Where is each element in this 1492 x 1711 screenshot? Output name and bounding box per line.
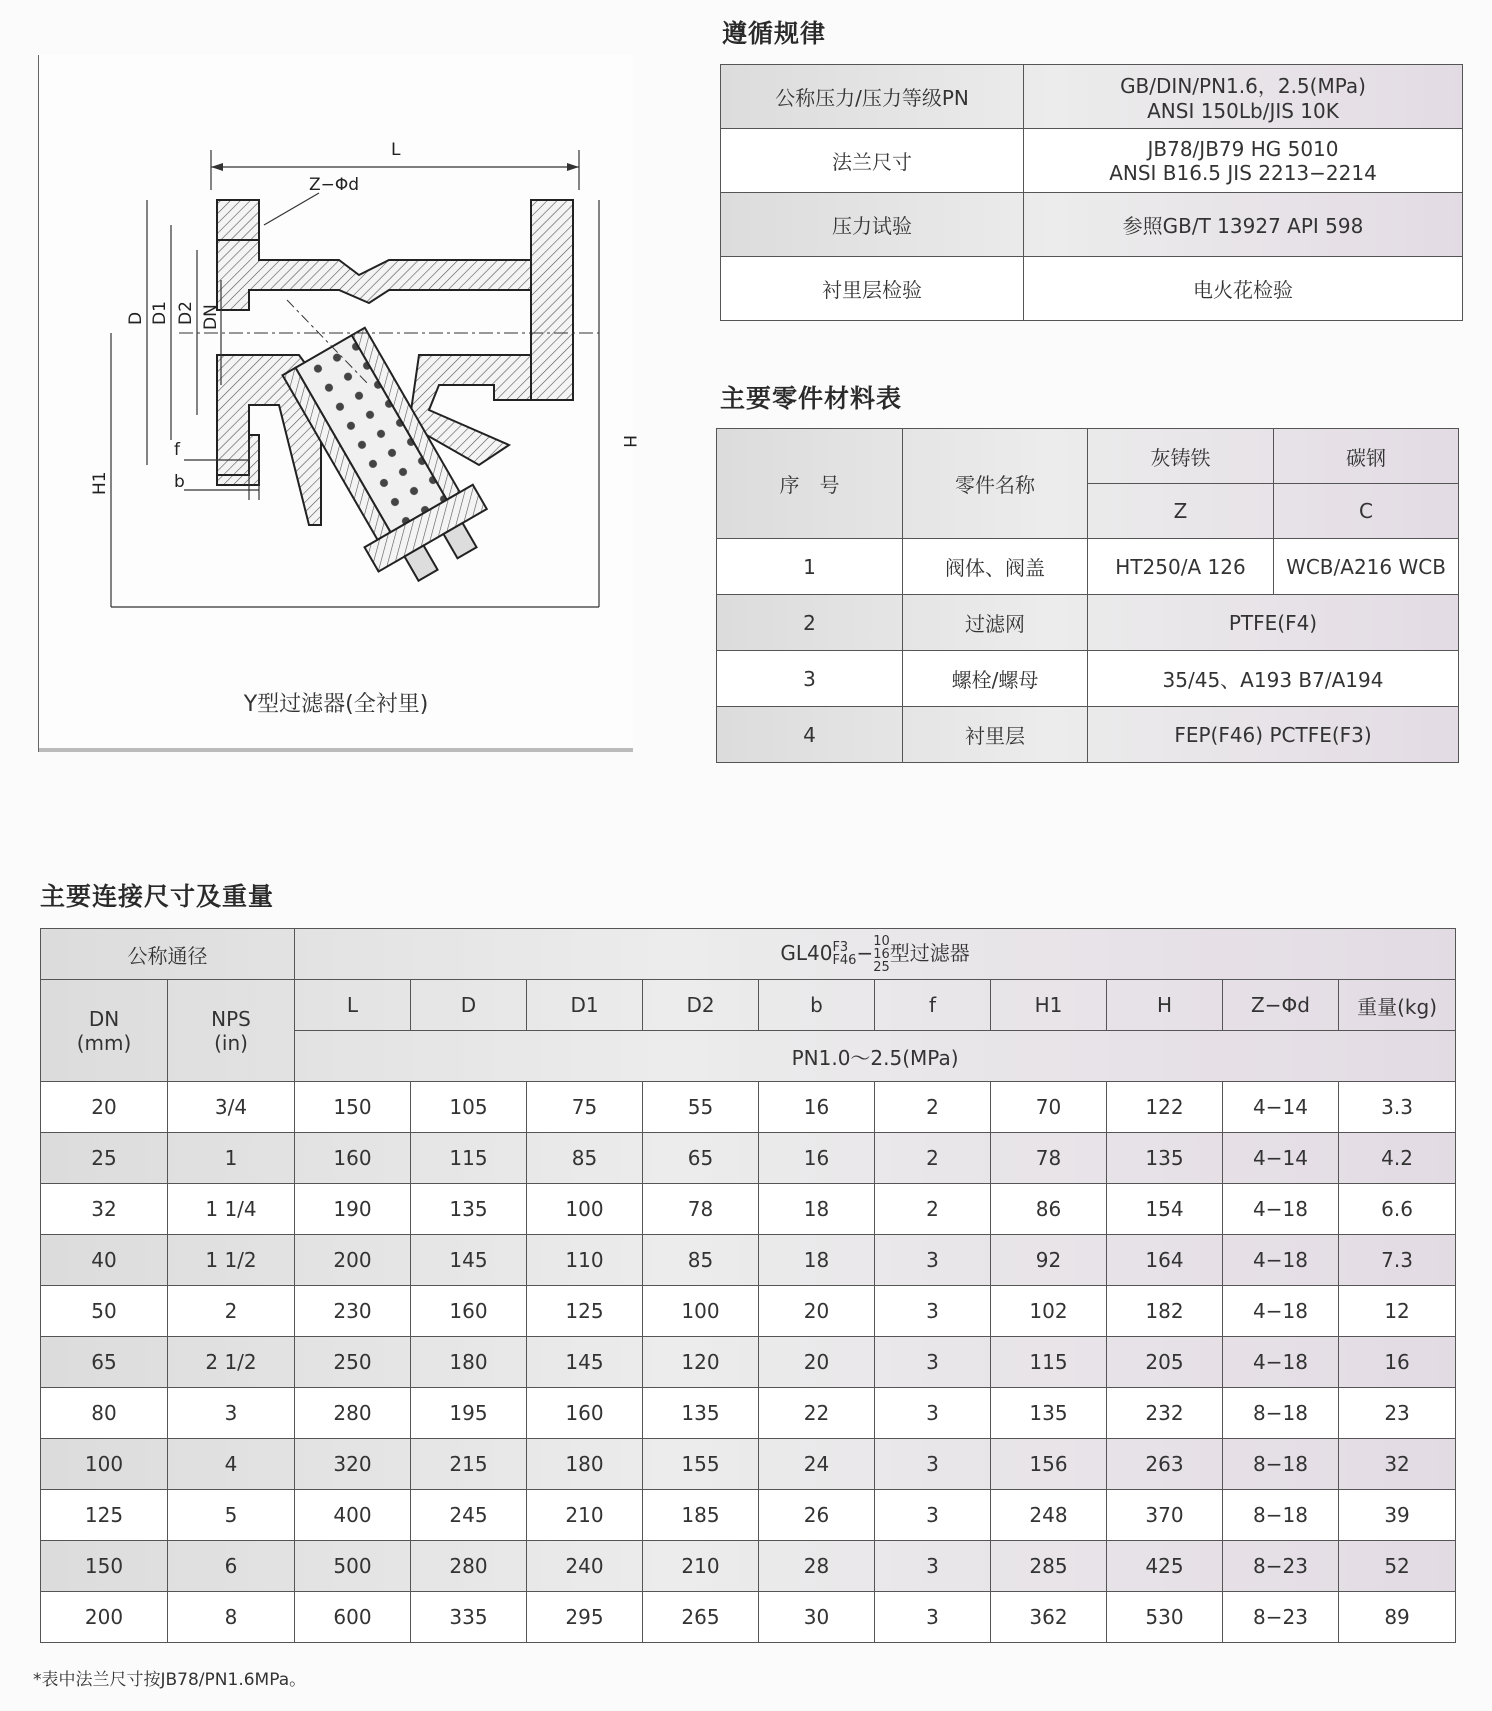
table-cell: 3.3: [1339, 1082, 1456, 1133]
table-cell: 210: [643, 1541, 759, 1592]
table-cell: 232: [1107, 1388, 1223, 1439]
dimensions-body: [41, 1082, 1456, 1643]
table-cell: 8−18: [1223, 1490, 1339, 1541]
header-c: C: [1274, 484, 1459, 539]
header-carbon-steel: 碳钢: [1274, 429, 1459, 484]
table-cell: 122: [1107, 1082, 1223, 1133]
table-cell: 135: [411, 1184, 527, 1235]
label-z-phi-d: Z−Φd: [309, 175, 360, 195]
table-cell: 105: [411, 1082, 527, 1133]
table-cell: 115: [411, 1133, 527, 1184]
materials-row: 2 过滤网 PTFE(F4): [717, 595, 1459, 651]
table-cell: 8−23: [1223, 1541, 1339, 1592]
table-cell: 6.6: [1339, 1184, 1456, 1235]
table-cell: 120: [643, 1337, 759, 1388]
table-cell: 86: [991, 1184, 1107, 1235]
header-z: Z: [1088, 484, 1274, 539]
table-row: [41, 1286, 1456, 1337]
table-cell: 3: [875, 1439, 991, 1490]
table-cell: 240: [527, 1541, 643, 1592]
header-nps: NPS (in): [168, 980, 295, 1082]
table-cell: 32: [1339, 1439, 1456, 1490]
cell-dn: 200: [41, 1592, 168, 1643]
table-cell: 280: [295, 1388, 411, 1439]
standards-row: [721, 257, 1463, 321]
table-cell: 185: [643, 1490, 759, 1541]
cell-dn: 20: [41, 1082, 168, 1133]
standards-label: 法兰尺寸: [721, 129, 1024, 193]
table-cell: 16: [759, 1082, 875, 1133]
table-cell: 65: [643, 1133, 759, 1184]
table-cell: 205: [1107, 1337, 1223, 1388]
table-cell: 115: [991, 1337, 1107, 1388]
table-cell: 20: [759, 1286, 875, 1337]
table-cell: 135: [643, 1388, 759, 1439]
table-cell: 3: [875, 1235, 991, 1286]
table-row: [41, 1133, 1456, 1184]
standards-value: JB78/JB79 HG 5010 ANSI B16.5 JIS 2213−2214: [1024, 129, 1463, 193]
table-cell: 155: [643, 1439, 759, 1490]
header-part-name: 零件名称: [903, 429, 1088, 539]
table-cell: 160: [411, 1286, 527, 1337]
table-cell: 4−14: [1223, 1082, 1339, 1133]
table-cell: 335: [411, 1592, 527, 1643]
cell-dn: 40: [41, 1235, 168, 1286]
table-cell: 110: [527, 1235, 643, 1286]
table-row: [41, 1337, 1456, 1388]
table-cell: 78: [643, 1184, 759, 1235]
header-col: Z−Φd: [1223, 980, 1339, 1031]
cell-dn: 25: [41, 1133, 168, 1184]
label-H1: H1: [90, 471, 110, 495]
table-cell: 135: [1107, 1133, 1223, 1184]
table-row: [41, 1592, 1456, 1643]
header-col: D2: [643, 980, 759, 1031]
table-cell: 78: [991, 1133, 1107, 1184]
dimensions-table: [40, 928, 1456, 1643]
table-cell: 4−14: [1223, 1133, 1339, 1184]
cell-dn: 50: [41, 1286, 168, 1337]
table-cell: 3: [875, 1337, 991, 1388]
table-row: [41, 1235, 1456, 1286]
table-cell: 320: [295, 1439, 411, 1490]
table-cell: 85: [643, 1235, 759, 1286]
materials-row: 3 螺栓/螺母 35/45、A193 B7/A194: [717, 651, 1459, 707]
cell-dn: 150: [41, 1541, 168, 1592]
table-cell: 285: [991, 1541, 1107, 1592]
header-col: H: [1107, 980, 1223, 1031]
header-dn: DN (mm): [41, 980, 168, 1082]
header-nominal: 公称通径: [41, 929, 295, 980]
table-cell: 3: [875, 1541, 991, 1592]
cell-dn: 80: [41, 1388, 168, 1439]
label-DN: DN: [201, 304, 221, 330]
y-strainer-section-drawing: [39, 55, 639, 675]
table-cell: 182: [1107, 1286, 1223, 1337]
table-cell: 4−18: [1223, 1235, 1339, 1286]
table-cell: 16: [759, 1133, 875, 1184]
table-cell: 150: [295, 1082, 411, 1133]
table-cell: 4−18: [1223, 1286, 1339, 1337]
label-H: H: [619, 435, 639, 448]
label-D1: D1: [150, 301, 170, 325]
label-b: b: [174, 472, 185, 492]
table-cell: 125: [527, 1286, 643, 1337]
cell-nps: 3/4: [168, 1082, 295, 1133]
table-cell: 2: [875, 1082, 991, 1133]
table-cell: 7.3: [1339, 1235, 1456, 1286]
header-col: D: [411, 980, 527, 1031]
table-cell: 28: [759, 1541, 875, 1592]
table-cell: 75: [527, 1082, 643, 1133]
table-cell: 8−18: [1223, 1439, 1339, 1490]
header-col: L: [295, 980, 411, 1031]
table-cell: 8−23: [1223, 1592, 1339, 1643]
header-pressure: PN1.0～2.5(MPa): [295, 1031, 1456, 1082]
table-row: [41, 1388, 1456, 1439]
table-row: [41, 1082, 1456, 1133]
table-cell: 180: [527, 1439, 643, 1490]
table-cell: 4−18: [1223, 1184, 1339, 1235]
table-cell: 425: [1107, 1541, 1223, 1592]
table-cell: 89: [1339, 1592, 1456, 1643]
cell-dn: 32: [41, 1184, 168, 1235]
table-cell: 100: [527, 1184, 643, 1235]
label-f: f: [174, 440, 180, 460]
table-cell: 2: [875, 1133, 991, 1184]
table-cell: 22: [759, 1388, 875, 1439]
table-cell: 154: [1107, 1184, 1223, 1235]
standards-label: 公称压力/压力等级PN: [721, 65, 1024, 129]
header-model: GL40F3 F46−10 16 25型过滤器: [295, 929, 1456, 980]
table-cell: 3: [875, 1286, 991, 1337]
table-cell: 16: [1339, 1337, 1456, 1388]
table-cell: 210: [527, 1490, 643, 1541]
materials-table: [716, 428, 1459, 763]
standards-label: 衬里层检验: [721, 257, 1024, 321]
table-cell: 8−18: [1223, 1388, 1339, 1439]
table-cell: 400: [295, 1490, 411, 1541]
header-col: H1: [991, 980, 1107, 1031]
table-cell: 3: [875, 1592, 991, 1643]
table-cell: 250: [295, 1337, 411, 1388]
table-cell: 26: [759, 1490, 875, 1541]
table-cell: 370: [1107, 1490, 1223, 1541]
table-cell: 52: [1339, 1541, 1456, 1592]
table-cell: 600: [295, 1592, 411, 1643]
table-cell: 85: [527, 1133, 643, 1184]
table-cell: 245: [411, 1490, 527, 1541]
standards-row: [721, 193, 1463, 257]
table-cell: 4−18: [1223, 1337, 1339, 1388]
table-cell: 18: [759, 1184, 875, 1235]
header-col: 重量(kg): [1339, 980, 1456, 1031]
header-col: b: [759, 980, 875, 1031]
cell-nps: 6: [168, 1541, 295, 1592]
table-cell: 215: [411, 1439, 527, 1490]
standards-value: GB/DIN/PN1.6，2.5(MPa) ANSI 150Lb/JIS 10K: [1024, 65, 1463, 129]
materials-title: 主要零件材料表: [720, 384, 903, 413]
table-cell: 160: [295, 1133, 411, 1184]
header-no: 序 号: [717, 429, 903, 539]
table-cell: 265: [643, 1592, 759, 1643]
table-cell: 156: [991, 1439, 1107, 1490]
table-row: [41, 1184, 1456, 1235]
table-cell: 39: [1339, 1490, 1456, 1541]
table-cell: 145: [411, 1235, 527, 1286]
table-cell: 23: [1339, 1388, 1456, 1439]
cell-nps: 2: [168, 1286, 295, 1337]
table-cell: 3: [875, 1388, 991, 1439]
table-cell: 24: [759, 1439, 875, 1490]
cell-nps: 8: [168, 1592, 295, 1643]
header-col: D1: [527, 980, 643, 1031]
table-cell: 70: [991, 1082, 1107, 1133]
table-cell: 2: [875, 1184, 991, 1235]
table-cell: 135: [991, 1388, 1107, 1439]
table-cell: 248: [991, 1490, 1107, 1541]
table-cell: 160: [527, 1388, 643, 1439]
cell-nps: 1 1/2: [168, 1235, 295, 1286]
table-cell: 145: [527, 1337, 643, 1388]
table-cell: 200: [295, 1235, 411, 1286]
table-cell: 102: [991, 1286, 1107, 1337]
cell-dn: 125: [41, 1490, 168, 1541]
standards-value: 参照GB/T 13927 API 598: [1024, 193, 1463, 257]
standards-table: [720, 64, 1463, 321]
table-row: [41, 1541, 1456, 1592]
header-gray-iron: 灰铸铁: [1088, 429, 1274, 484]
table-cell: 230: [295, 1286, 411, 1337]
header-col: f: [875, 980, 991, 1031]
label-D: D: [126, 311, 146, 325]
cell-nps: 5: [168, 1490, 295, 1541]
label-D2: D2: [176, 301, 196, 325]
table-cell: 190: [295, 1184, 411, 1235]
table-cell: 3: [875, 1490, 991, 1541]
table-cell: 100: [643, 1286, 759, 1337]
cell-nps: 3: [168, 1388, 295, 1439]
y-strainer-drawing-panel: [38, 55, 639, 752]
standards-label: 压力试验: [721, 193, 1024, 257]
standards-row: [721, 65, 1463, 129]
cell-nps: 4: [168, 1439, 295, 1490]
cell-dn: 65: [41, 1337, 168, 1388]
table-cell: 362: [991, 1592, 1107, 1643]
table-cell: 18: [759, 1235, 875, 1286]
table-cell: 295: [527, 1592, 643, 1643]
table-row: [41, 1439, 1456, 1490]
materials-row: 1 阀体、阀盖 HT250/A 126 WCB/A216 WCB: [717, 539, 1459, 595]
table-cell: 30: [759, 1592, 875, 1643]
cell-nps: 1: [168, 1133, 295, 1184]
standards-title: 遵循规律: [722, 19, 827, 48]
drawing-caption: Y型过滤器(全衬里): [243, 692, 429, 717]
table-cell: 195: [411, 1388, 527, 1439]
table-row: [41, 1490, 1456, 1541]
table-cell: 92: [991, 1235, 1107, 1286]
cell-dn: 100: [41, 1439, 168, 1490]
label-L: L: [391, 140, 401, 160]
table-cell: 55: [643, 1082, 759, 1133]
cell-nps: 2 1/2: [168, 1337, 295, 1388]
standards-value: 电火花检验: [1024, 257, 1463, 321]
footnote: *表中法兰尺寸按JB78/PN1.6MPa。: [33, 1670, 307, 1690]
table-cell: 20: [759, 1337, 875, 1388]
table-cell: 4.2: [1339, 1133, 1456, 1184]
table-cell: 530: [1107, 1592, 1223, 1643]
table-cell: 500: [295, 1541, 411, 1592]
standards-row: [721, 129, 1463, 193]
table-cell: 164: [1107, 1235, 1223, 1286]
table-cell: 280: [411, 1541, 527, 1592]
table-cell: 180: [411, 1337, 527, 1388]
cell-nps: 1 1/4: [168, 1184, 295, 1235]
table-cell: 12: [1339, 1286, 1456, 1337]
dimensions-title: 主要连接尺寸及重量: [40, 882, 275, 911]
materials-row: 4 衬里层 FEP(F46) PCTFE(F3): [717, 707, 1459, 763]
table-cell: 263: [1107, 1439, 1223, 1490]
